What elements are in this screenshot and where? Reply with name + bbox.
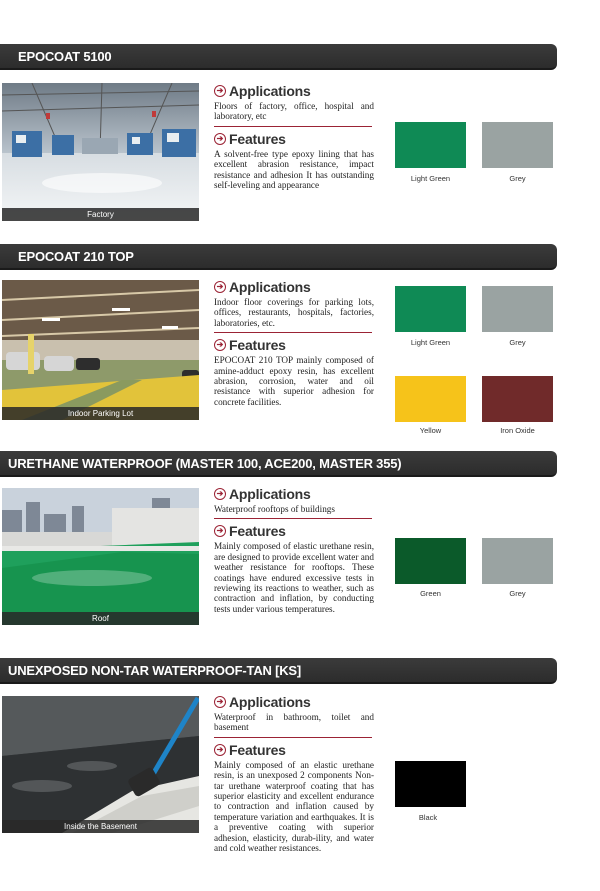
features-text: EPOCOAT 210 TOP mainly composed of amine-adduct epoxy resin, has excellent abrasion, corrosion, water and oil resistance with superior adhesion for concrete facilities. (214, 355, 374, 407)
roof-photo (2, 488, 199, 625)
info-column (214, 82, 374, 190)
photo-caption: Roof (2, 612, 199, 625)
parking-lot-image (2, 280, 199, 420)
features-text: Mainly composed of elastic urethane resin, are designed to provide excellent water and weather resistance for rooftops. These coatings have endured excessive tests in reviewing its reactions to weather, such as contraction and inflation, by conducting tests under various temperatures. (214, 541, 374, 614)
arrow-right-icon: ➔ (214, 85, 226, 97)
divider (214, 332, 372, 333)
applications-text: Waterproof in bathroom, toilet and basement (214, 712, 374, 733)
info-column (214, 278, 374, 407)
color-swatch (395, 376, 466, 422)
roof-image (2, 488, 199, 625)
section-banner (0, 658, 557, 684)
color-swatch (482, 376, 553, 422)
applications-heading: ➔ Applications (214, 485, 374, 503)
factory-photo (2, 83, 199, 221)
applications-text: Waterproof rooftops of buildings (214, 504, 335, 514)
section-banner (0, 44, 557, 70)
color-label: Iron Oxide (500, 426, 535, 435)
color-label: Grey (509, 589, 526, 598)
basement-photo (2, 696, 199, 833)
photo-caption: Indoor Parking Lot (2, 407, 199, 420)
color-label: Yellow (419, 426, 442, 435)
features-heading: ➔ Features (214, 522, 374, 540)
factory-image (2, 83, 199, 221)
applications-heading: ➔ Applications (214, 693, 374, 711)
photo-caption: Factory (2, 208, 199, 221)
color-swatch (482, 286, 553, 332)
section-title: URETHANE WATERPROOF (MASTER 100, ACE200, MASTER 355) (8, 456, 402, 471)
color-label: Light Green (410, 338, 451, 347)
arrow-right-icon: ➔ (214, 488, 226, 500)
section-banner (0, 244, 557, 270)
features-text: A solvent-free type epoxy lining that has excellent abrasion resistance, impact resistance and adhesion It has outstanding self-leveling and appearance (214, 148, 374, 191)
basement-image (2, 696, 199, 833)
color-label: Light Green (410, 174, 451, 183)
features-text: Mainly composed of an elastic urethane resin, is an unexposed 2 components Non-tar urethane waterproof coating that has superior elasticity and excellent endurance to contraction and inflation caused by temperature variation and earthquakes. It is a preventive coating with superior adhesion, elasticity, durab-ility, and water and cold weather resistances. (214, 759, 374, 854)
section-title: EPOCOAT 210 TOP (18, 249, 134, 264)
features-heading: ➔ Features (214, 336, 374, 354)
arrow-right-icon: ➔ (214, 696, 226, 708)
color-label: Green (420, 589, 441, 598)
color-label: Black (418, 813, 438, 822)
arrow-right-icon: ➔ (214, 525, 226, 537)
arrow-right-icon: ➔ (214, 133, 226, 145)
parking-lot-photo (2, 280, 199, 420)
arrow-right-icon: ➔ (214, 339, 226, 351)
features-heading: ➔ Features (214, 741, 374, 759)
section-title: EPOCOAT 5100 (18, 49, 112, 64)
applications-text: Floors of factory, office, hospital and laboratory, etc (214, 101, 374, 122)
applications-text: Indoor floor coverings for parking lots, offices, restaurants, hospitals, factories, laboratories, etc. (214, 297, 374, 328)
color-swatch (482, 122, 553, 168)
features-heading: ➔ Features (214, 130, 374, 148)
section-banner (0, 451, 557, 477)
info-column (214, 693, 374, 853)
section-title: UNEXPOSED NON-TAR WATERPROOF-TAN [KS] (8, 663, 302, 678)
color-swatch (395, 286, 466, 332)
info-column (214, 485, 374, 614)
color-label: Grey (509, 174, 526, 183)
color-swatch (395, 538, 466, 584)
divider (214, 126, 372, 127)
color-swatch (395, 761, 466, 807)
arrow-right-icon: ➔ (214, 281, 226, 293)
color-label: Grey (509, 338, 526, 347)
color-swatch (395, 122, 466, 168)
divider (214, 518, 372, 519)
applications-heading: ➔ Applications (214, 278, 374, 296)
applications-heading: ➔ Applications (214, 82, 374, 100)
photo-caption: Inside the Basement (2, 820, 199, 833)
arrow-right-icon: ➔ (214, 744, 226, 756)
divider (214, 737, 372, 738)
color-swatch (482, 538, 553, 584)
